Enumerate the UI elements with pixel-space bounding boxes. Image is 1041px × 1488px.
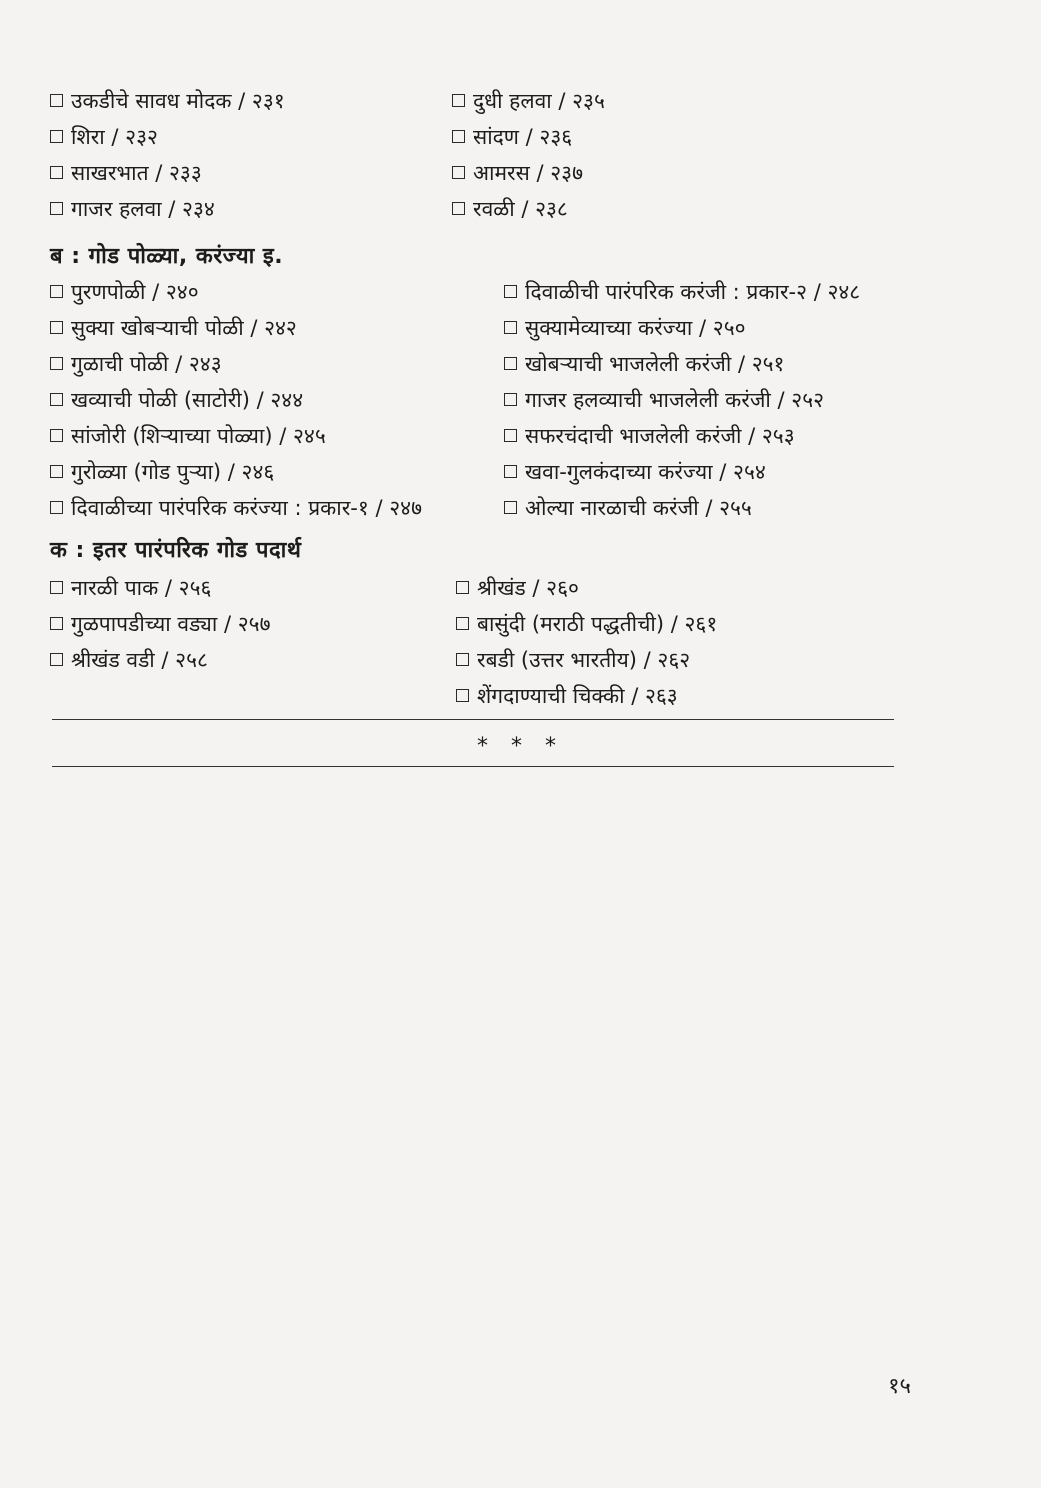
list-item: खवा-गुलकंदाच्या करंज्या / २५४ [504,454,860,490]
checkbox-bullet-icon [50,321,63,334]
section-c-heading: क : इतर पारंपरिक गोड पदार्थ [50,538,302,563]
checkbox-bullet-icon [50,130,63,143]
section-a-left-list [50,83,285,227]
list-item: ओल्या नारळाची करंजी / २५५ [504,490,860,526]
list-item: शेंगदाण्याची चिक्की / २६३ [456,678,717,714]
checkbox-bullet-icon [50,94,63,107]
checkbox-bullet-icon [504,501,517,514]
section-b-left-list [50,274,422,526]
list-item: सांजोरी (शिऱ्याच्या पोळ्या) / २४५ [50,418,422,454]
checkbox-bullet-icon [50,166,63,179]
checkbox-bullet-icon [504,429,517,442]
checkbox-bullet-icon [50,465,63,478]
checkbox-bullet-icon [50,285,63,298]
list-item: सुक्यामेव्याच्या करंज्या / २५० [504,310,860,346]
list-item: दिवाळीच्या पारंपरिक करंज्या : प्रकार-१ / २४७ [50,490,422,526]
list-item: दिवाळीची पारंपरिक करंजी : प्रकार-२ / २४८ [504,274,860,310]
checkbox-bullet-icon [452,202,465,215]
list-item: साखरभात / २३३ [50,155,285,191]
list-item: शिरा / २३२ [50,119,285,155]
section-separator: * * * [477,734,564,759]
list-item: गुरोळ्या (गोड पुऱ्या) / २४६ [50,454,422,490]
section-a-right-list [452,83,605,227]
list-item: उकडीचे सावध मोदक / २३१ [50,83,285,119]
list-item: बासुंदी (मराठी पद्धतीची) / २६१ [456,606,717,642]
top-divider [52,719,894,720]
checkbox-bullet-icon [504,465,517,478]
checkbox-bullet-icon [50,617,63,630]
list-item: सफरचंदाची भाजलेली करंजी / २५३ [504,418,860,454]
checkbox-bullet-icon [50,429,63,442]
list-item: दुधी हलवा / २३५ [452,83,605,119]
list-item: आमरस / २३७ [452,155,605,191]
checkbox-bullet-icon [504,393,517,406]
checkbox-bullet-icon [452,130,465,143]
checkbox-bullet-icon [50,653,63,666]
checkbox-bullet-icon [50,581,63,594]
list-item: खव्याची पोळी (साटोरी) / २४४ [50,382,422,418]
checkbox-bullet-icon [456,689,469,702]
checkbox-bullet-icon [50,202,63,215]
list-item: श्रीखंड / २६० [456,570,717,606]
checkbox-bullet-icon [504,285,517,298]
list-item: पुरणपोळी / २४० [50,274,422,310]
list-item: खोबऱ्याची भाजलेली करंजी / २५१ [504,346,860,382]
checkbox-bullet-icon [50,501,63,514]
checkbox-bullet-icon [452,94,465,107]
section-b-heading: ब : गोड पोळ्या, करंज्या इ. [50,244,284,269]
checkbox-bullet-icon [50,393,63,406]
list-item: श्रीखंड वडी / २५८ [50,642,271,678]
checkbox-bullet-icon [504,321,517,334]
checkbox-bullet-icon [50,357,63,370]
list-item: गुळपापडीच्या वड्या / २५७ [50,606,271,642]
list-item: रवळी / २३८ [452,191,605,227]
list-item: सांदण / २३६ [452,119,605,155]
list-item: रबडी (उत्तर भारतीय) / २६२ [456,642,717,678]
bottom-divider [52,766,894,767]
page-number: १५ [888,1374,911,1399]
section-c-left-list [50,570,271,678]
checkbox-bullet-icon [504,357,517,370]
list-item: गुळाची पोळी / २४३ [50,346,422,382]
list-item: सुक्या खोबऱ्याची पोळी / २४२ [50,310,422,346]
checkbox-bullet-icon [452,166,465,179]
list-item: गाजर हलवा / २३४ [50,191,285,227]
checkbox-bullet-icon [456,581,469,594]
list-item: गाजर हलव्याची भाजलेली करंजी / २५२ [504,382,860,418]
section-c-right-list [456,570,717,714]
checkbox-bullet-icon [456,653,469,666]
checkbox-bullet-icon [456,617,469,630]
list-item: नारळी पाक / २५६ [50,570,271,606]
section-b-right-list [504,274,860,526]
